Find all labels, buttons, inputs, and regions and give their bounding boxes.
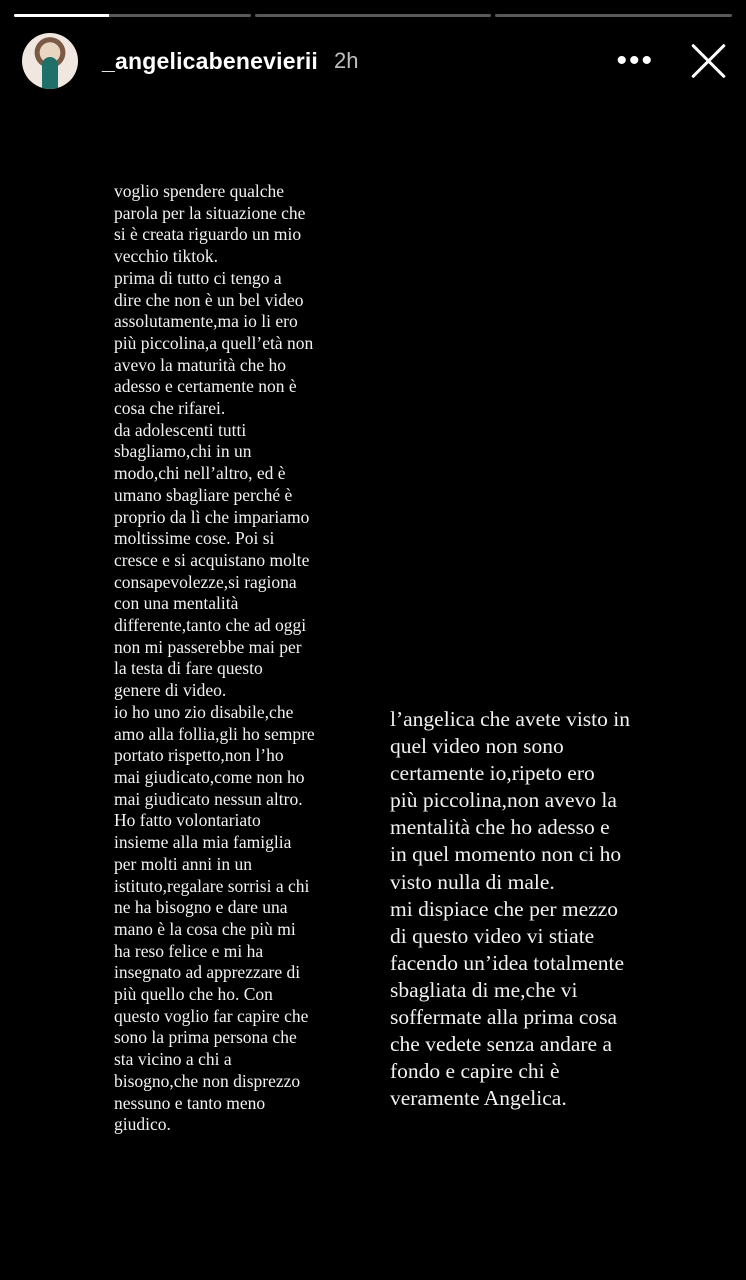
story-header — [22, 30, 728, 92]
story-text-right: l’angelica che avete visto in quel video non sono certamente io,ripeto ero più piccolina,non avevo la mentalità che ho adesso e in quel momento non ci ho visto nulla di male. mi dispiace che per mezzo di questo video vi stiate facendo un’idea totalmente sbagliata di me,che vi soffermate alla prima cosa che vedete senza andare a fondo e capire chi è veramente Angelica. — [390, 707, 630, 1111]
more-horizontal-icon[interactable]: ••• — [616, 44, 654, 77]
avatar[interactable] — [22, 33, 78, 89]
username[interactable]: _angelicabenevierii — [102, 47, 319, 74]
story-text-left: voglio spendere qualche parola per la situazione che si è creata riguardo un mio vecchio tiktok. prima di tutto ci tengo a dire che non è un bel video assolutamente,ma io li ero più piccolina,a quell’età non avevo la maturità che ho adesso e certamente non è cosa che rifarei. da adolescenti tutti sbagliamo,chi in un modo,chi nell’altro, ed è umano sbagliare perché è proprio da lì che impariamo moltissime cose. Poi si cresce e si acquistano molte consapevolezze,si ragiona con una mentalità differente,tanto che ad oggi non mi passerebbe mai per la testa di fare questo genere di video. io ho uno zio disabile,che amo alla follia,gli ho sempre portato rispetto,non l’ho mai giudicato,come non ho mai giudicato nessun altro. Ho fatto volontariato insieme alla mia famiglia per molti anni in un istituto,regalare sorrisi a chi ne ha bisogno e dare una mano è la cosa che più mi ha reso felice e mi ha insegnato ad apprezzare di più quello che ho. Con questo voglio far capire che sono la prima persona che sta vicino a chi a bisogno,che non disprezzo nessuno e tanto meno giudico. — [114, 181, 315, 1135]
progress-segment-3 — [495, 14, 732, 17]
progress-segment-1 — [14, 14, 251, 17]
close-icon[interactable] — [688, 41, 728, 81]
avatar-figure — [42, 57, 58, 89]
progress-fill-1 — [14, 14, 109, 17]
story-progress-bar — [14, 14, 732, 17]
progress-segment-2 — [255, 14, 492, 17]
timestamp: 2h — [334, 48, 359, 73]
